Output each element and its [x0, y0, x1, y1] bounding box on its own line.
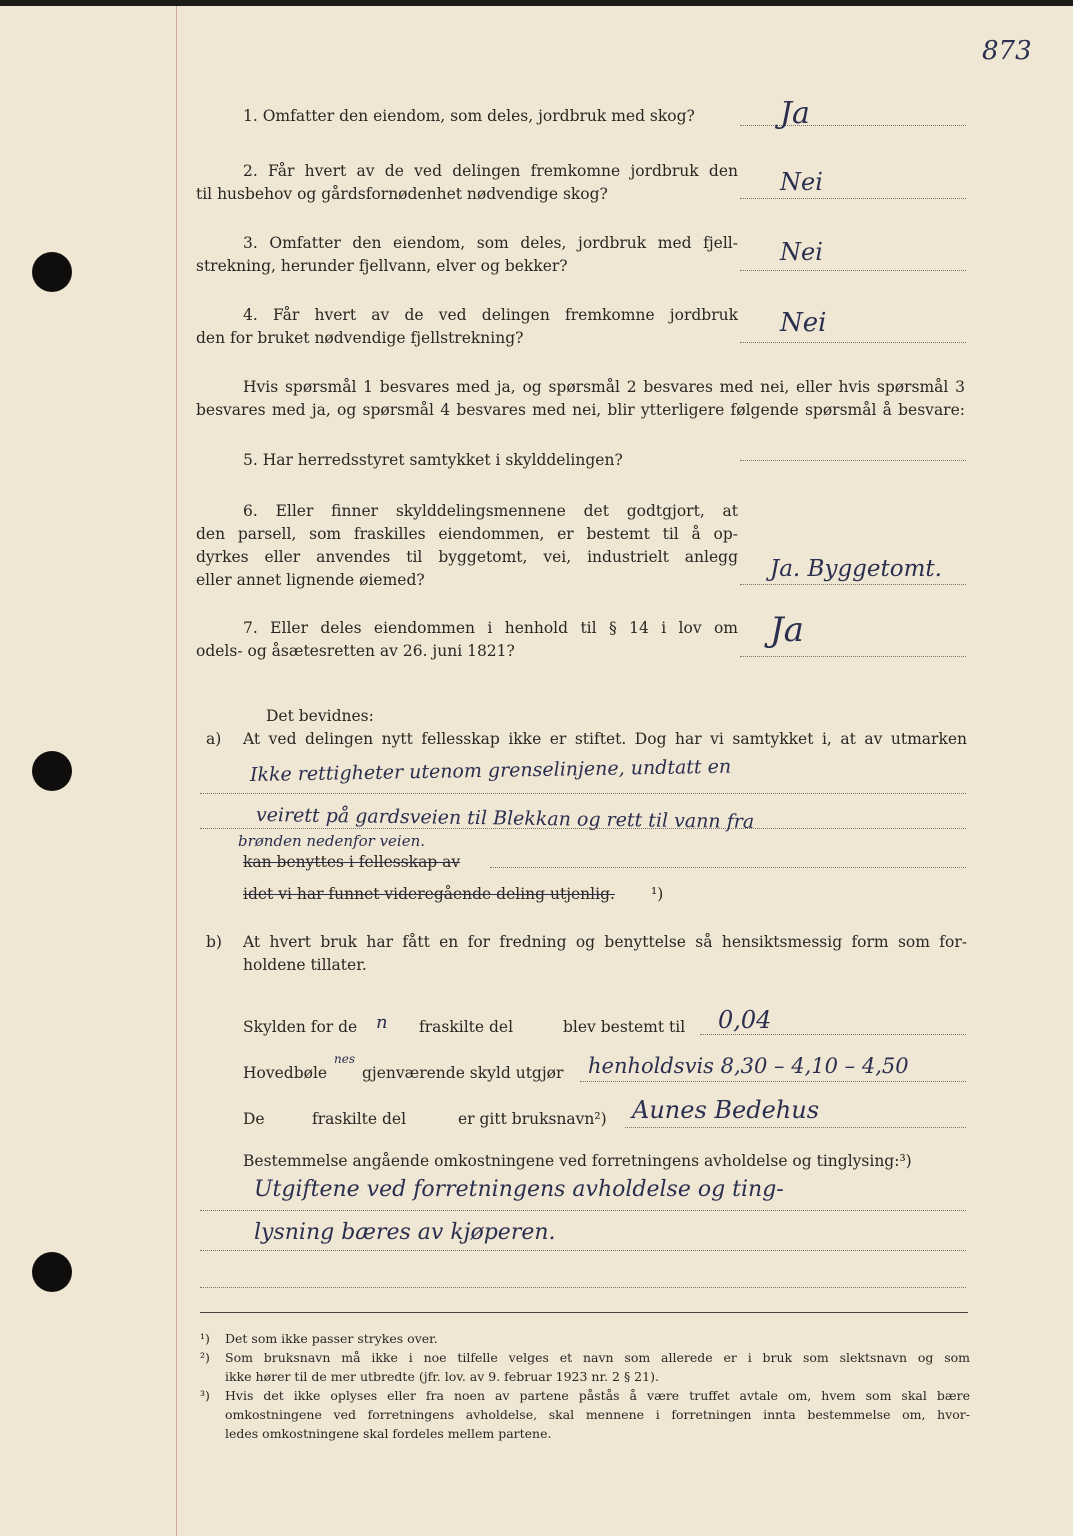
- write-line: [200, 1210, 966, 1211]
- hovedbol-insert: nes: [334, 1052, 355, 1066]
- answer-1: Ja: [780, 96, 810, 131]
- omkostninger-label: Bestemmelse angående omkostningene ved forretningens avholdelse og tinglysing:³): [243, 1152, 912, 1170]
- skyld-label-part3: blev bestemt til: [563, 1018, 686, 1036]
- bevidnes-heading: Det bevidnes:: [266, 707, 374, 725]
- item-b-line2: holdene tillater.: [243, 956, 367, 974]
- omkostninger-hand-line1: Utgiftene ved forretningens avholdelse og ting-: [254, 1177, 784, 1202]
- document-page: [0, 6, 1073, 1536]
- struck-text-2: idet vi har funnet videregående deling utjenlig.: [243, 885, 615, 903]
- hovedbol-label-part2: gjenværende skyld utgjør: [362, 1064, 564, 1082]
- write-line: [200, 793, 966, 794]
- item-a-label: a): [206, 730, 222, 748]
- skyld-label: Skylden for de: [243, 1018, 358, 1036]
- hovedbol-label: Hovedbøle: [243, 1064, 328, 1082]
- answer-line: [740, 198, 966, 199]
- write-line: [700, 1034, 966, 1035]
- question-2-line1: 2. Får hvert av de ved delingen fremkomne jordbruk den: [243, 162, 738, 180]
- bruksnavn-label: De: [243, 1110, 265, 1128]
- condition-line2: besvares med ja, og spørsmål 4 besvares med nei, blir ytterligere følgende spørsmål å besvare:: [196, 401, 965, 419]
- footnote-3-line2: omkostningene ved forretningens avholdelse, skal mennene i forretningen innta bestemmelse om, hvor-: [225, 1407, 970, 1422]
- handwritten-a-line1: Ikke rettigheter utenom grenselinjene, undtatt en: [249, 755, 732, 786]
- write-line: [580, 1081, 966, 1082]
- write-line: [200, 828, 966, 829]
- write-line: [490, 867, 966, 868]
- margin-line: [176, 6, 177, 1536]
- condition-line1: Hvis spørsmål 1 besvares med ja, og spørsmål 2 besvares med nei, eller hvis spørsmål 3: [243, 378, 965, 396]
- answer-3: Nei: [780, 238, 823, 266]
- answer-line: [740, 460, 966, 461]
- question-3-line2: strekning, herunder fjellvann, elver og bekker?: [196, 257, 568, 275]
- omkostninger-hand-line2: lysning bæres av kjøperen.: [254, 1220, 556, 1245]
- answer-line: [740, 342, 966, 343]
- page-number: 873: [982, 36, 1032, 66]
- answer-line: [740, 270, 966, 271]
- handwritten-a-line2: veirett på gardsveien til Blekkan og rett til vann fra: [255, 804, 755, 833]
- bruksnavn-label-part2: fraskilte del: [312, 1110, 407, 1128]
- question-2-line2: til husbehov og gårdsfornødenhet nødvendige skog?: [196, 185, 608, 203]
- footnote-3-line1: Hvis det ikke oplyses eller fra noen av partene påstås å være truffet avtale om, hvem som skal bære: [225, 1388, 970, 1403]
- write-line: [200, 1250, 966, 1251]
- footnote-rule: [200, 1312, 968, 1313]
- footnote-3-line3: ledes omkostningene skal fordeles mellem partene.: [225, 1426, 552, 1441]
- skyld-label-insert: n: [376, 1012, 388, 1033]
- punch-hole: [32, 252, 72, 292]
- skyld-value: 0,04: [718, 1006, 772, 1034]
- footnote-2-line1: Som bruksnavn må ikke i noe tilfelle velges et navn som allerede er i bruk som slektsnavn og som: [225, 1350, 970, 1365]
- footnote-1-text: Det som ikke passer strykes over.: [225, 1331, 438, 1346]
- footnote-3-mark: ³): [200, 1388, 210, 1403]
- question-4-line2: den for bruket nødvendige fjellstrekning?: [196, 329, 524, 347]
- answer-2: Nei: [780, 168, 823, 196]
- write-line: [200, 1287, 966, 1288]
- answer-4: Nei: [780, 308, 827, 338]
- item-a-text: At ved delingen nytt fellesskap ikke er stiftet. Dog har vi samtykket i, at av utmarken: [243, 730, 967, 748]
- question-7-line1: 7. Eller deles eiendommen i henhold til § 14 i lov om: [243, 619, 738, 637]
- write-line: [625, 1127, 966, 1128]
- item-b-line1: At hvert bruk har fått en for fredning og benyttelse så hensiktsmessig form som for-: [243, 933, 967, 951]
- answer-6: Ja. Byggetomt.: [770, 556, 942, 582]
- answer-7: Ja: [770, 610, 804, 650]
- answer-line: [740, 656, 966, 657]
- question-7-line2: odels- og åsætesretten av 26. juni 1821?: [196, 642, 515, 660]
- question-1: 1. Omfatter den eiendom, som deles, jordbruk med skog?: [243, 107, 695, 125]
- skyld-label-part2: fraskilte del: [419, 1018, 514, 1036]
- footnote-2-line2: ikke hører til de mer utbredte (jfr. lov. av 9. februar 1923 nr. 2 § 21).: [225, 1369, 659, 1384]
- question-6-line3: dyrkes eller anvendes til byggetomt, vei, industrielt anlegg: [196, 548, 738, 566]
- punch-hole: [32, 751, 72, 791]
- question-6-line4: eller annet lignende øiemed?: [196, 571, 425, 589]
- question-4-line1: 4. Får hvert av de ved delingen fremkomne jordbruk: [243, 306, 738, 324]
- question-3-line1: 3. Omfatter den eiendom, som deles, jordbruk med fjell-: [243, 234, 738, 252]
- answer-line: [740, 125, 966, 126]
- struck-text-1: kan benyttes i fellesskap av: [243, 853, 461, 871]
- question-6-line2: den parsell, som fraskilles eiendommen, er bestemt til å op-: [196, 525, 738, 543]
- bruksnavn-value: Aunes Bedehus: [632, 1096, 820, 1124]
- bruksnavn-label-part3: er gitt bruksnavn²): [458, 1110, 607, 1128]
- hovedbol-value: henholdsvis 8,30 – 4,10 – 4,50: [588, 1054, 909, 1078]
- footnote-1-mark: ¹): [200, 1331, 210, 1346]
- answer-line: [740, 584, 966, 585]
- footnote-ref-1: ¹): [651, 885, 664, 903]
- question-6-line1: 6. Eller finner skylddelingsmennene det godtgjort, at: [243, 502, 738, 520]
- handwritten-a-line3: brønden nedenfor veien.: [238, 832, 426, 850]
- question-5: 5. Har herredsstyret samtykket i skylddelingen?: [243, 451, 623, 469]
- footnote-2-mark: ²): [200, 1350, 210, 1365]
- item-b-label: b): [206, 933, 222, 951]
- punch-hole: [32, 1252, 72, 1292]
